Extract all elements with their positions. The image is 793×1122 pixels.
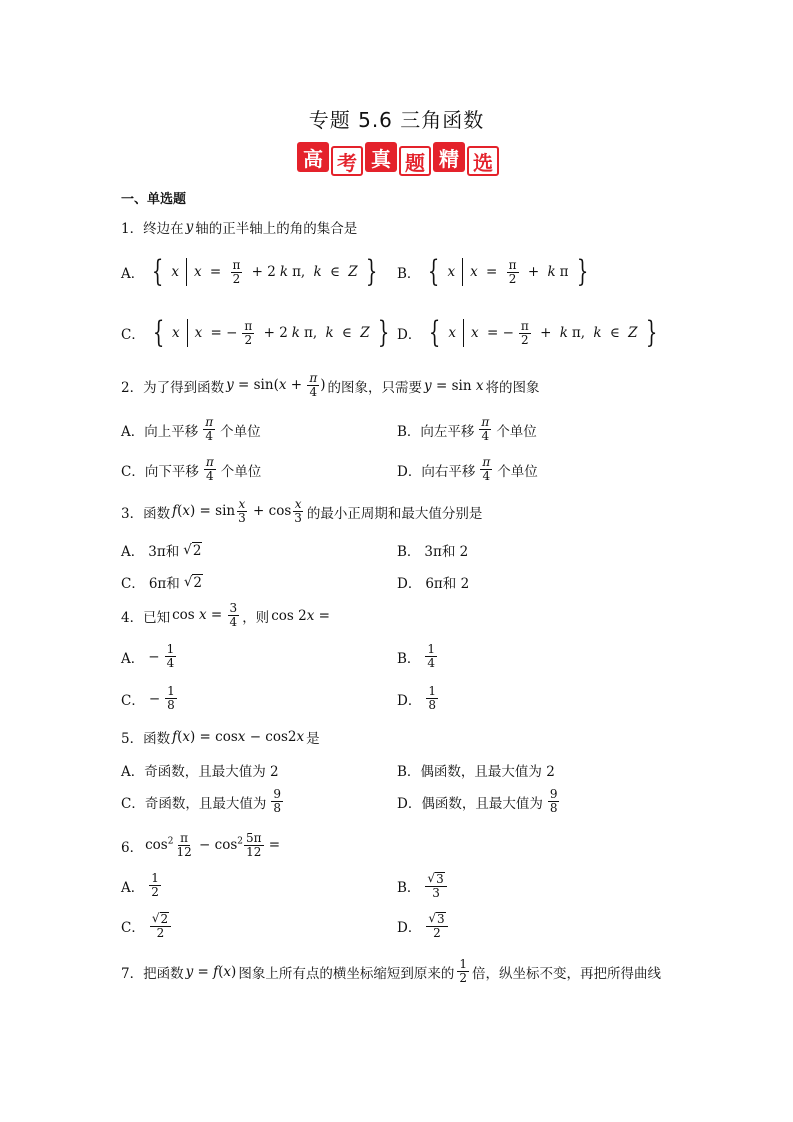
q7-fraction: $\frac{1}{2}$ (459, 957, 467, 985)
q4-b-label: B． (397, 650, 421, 667)
q5-b-text: B．偶函数，且最大值为 2 (397, 764, 555, 780)
q1-option-c[interactable]: C． { x x = − $\frac{\pi}{2}$ + 2 k π, k ∈ Z } (121, 315, 389, 350)
q4-expr2: cos 2x = (271, 607, 330, 624)
q2-c-suffix: 个单位 (220, 463, 262, 480)
q3-a-value: 3π和 (148, 544, 180, 560)
question-1-stem (121, 217, 357, 237)
q7-text-b: 图象上所有点的横坐标缩短到原来的 (238, 965, 455, 982)
q3-b-label: B． (397, 544, 421, 560)
q3-option-c[interactable]: C． 6π和 √ 2 (121, 573, 203, 592)
q4-d-label: D． (397, 692, 422, 709)
banner-char-5: 精 (433, 142, 465, 172)
banner-gaokao-zhenti-jingxuan (297, 142, 499, 177)
q7-expr: y = f(x) (185, 963, 237, 980)
q6-option-c[interactable]: C． √ 2 2 (121, 912, 172, 940)
banner-char-2: 考 (331, 146, 363, 176)
section-heading: 一、单选题 (121, 192, 187, 207)
q1-option-d[interactable]: D． { x x = − $\frac{\pi}{2}$ + k π, k ∈ Z } (397, 315, 657, 350)
q2-b-label: B．向左平移 (397, 423, 475, 440)
q3-a-root: 2 (192, 542, 202, 559)
q7-text-a: 7．把函数 (121, 965, 184, 982)
q1-a-label: A． (121, 266, 145, 282)
q3-text-b: 的最小正周期和最大值分别是 (306, 505, 483, 522)
q3-text-a: 3．函数 (121, 505, 171, 522)
q6-option-b[interactable]: B． √ 3 3 (397, 872, 448, 900)
q3-expr: f(x) = sin $\frac{x}{3}$ + cos $\frac{x}{3}$ (172, 497, 302, 525)
q2-expr: y = sin(x + $\frac{\pi}{4}$ ) (226, 371, 326, 399)
q5-expr: f(x) = cosx − cos2x (172, 729, 305, 745)
question-4-stem (121, 602, 330, 629)
question-7-stem (121, 958, 661, 985)
q3-c-label: C． (121, 576, 145, 592)
question-2-stem (121, 372, 539, 399)
q3-option-d[interactable] (397, 572, 469, 592)
q2-a-label: A．向上平移 (121, 423, 199, 440)
q5-text-b: 是 (306, 731, 320, 747)
q4-c-label: C． (121, 692, 145, 709)
banner-char-1: 高 (297, 142, 329, 172)
q7-text-c: 倍，纵坐标不变，再把所得曲线 (471, 965, 661, 982)
q3-d-label: D． (397, 576, 422, 592)
q4-option-d[interactable]: D． $\frac{1}{8}$ (397, 684, 436, 712)
q3-d-value: 6π和 2 (425, 576, 470, 592)
q2-option-d[interactable]: D．向右平移 $\frac{\pi}{4}$ 个单位 (397, 455, 538, 483)
q3-option-a[interactable]: A． 3π和 √ 2 (121, 541, 202, 560)
q5-c-text: C．奇函数，且最大值为 (121, 795, 267, 812)
q4-option-a[interactable]: A． − $\frac{1}{4}$ (121, 642, 175, 670)
q3-b-value: 3π和 2 (424, 544, 469, 560)
q4-option-b[interactable]: B． $\frac{1}{4}$ (397, 642, 436, 670)
q4-expr: cos x = $\frac{3}{4}$ (172, 601, 238, 629)
q5-text-a: 5．函数 (121, 731, 171, 747)
q5-option-c[interactable]: C．奇函数，且最大值为 $\frac{9}{8}$ (121, 787, 281, 815)
q2-d-suffix: 个单位 (497, 463, 538, 480)
question-5-stem (121, 727, 320, 747)
q2-b-suffix: 个单位 (496, 423, 537, 440)
q2-c-label: C．向下平移 (121, 463, 199, 480)
q2-d-label: D．向右平移 (397, 463, 476, 480)
q1-c-label: C． (121, 327, 145, 343)
q5-option-b[interactable] (397, 760, 555, 780)
q5-a-text: A．奇函数，且最大值为 2 (121, 764, 279, 780)
q1-option-b[interactable]: B． { x x = $\frac{\pi}{2}$ + k π } (397, 254, 588, 289)
q6-option-a[interactable]: A． $\frac{1}{2}$ (121, 871, 159, 899)
q1-option-a[interactable]: A． { x x = $\frac{\pi}{2}$ + 2 k π, k ∈ Z } (121, 254, 377, 289)
page-title: 专题 5.6 三角函数 (308, 108, 485, 132)
q6-a-label: A． (121, 879, 145, 896)
q4-text-a: 4．已知 (121, 609, 171, 626)
q2-text-c: 将的图象 (485, 379, 540, 396)
q2-text-a: 2．为了得到函数 (121, 379, 225, 396)
q6-option-d[interactable]: D． √ 3 2 (397, 912, 449, 940)
q5-option-d[interactable]: D．偶函数，且最大值为 $\frac{9}{8}$ (397, 787, 558, 815)
banner-char-6: 选 (467, 146, 499, 176)
q5-option-a[interactable] (121, 760, 279, 780)
q4-a-label: A． (121, 650, 145, 667)
q6-b-label: B． (397, 880, 421, 896)
q2-option-b[interactable]: B．向左平移 $\frac{\pi}{4}$ 个单位 (397, 415, 537, 443)
q6-text-a: 6． (121, 839, 144, 856)
q5-d-text: D．偶函数，且最大值为 (397, 795, 543, 812)
question-3-stem (121, 498, 482, 525)
q3-c-root: 2 (193, 574, 203, 591)
q1-text-a: 1．终边在 (121, 221, 184, 237)
q1-b-label: B． (397, 266, 421, 282)
q3-a-label: A． (121, 544, 145, 560)
q2-option-a[interactable]: A．向上平移 $\frac{\pi}{4}$ 个单位 (121, 415, 261, 443)
q2-expr2: y = sin x (424, 377, 484, 394)
q1-text-b: 轴的正半轴上的角的集合是 (195, 221, 358, 237)
q1-var: y (185, 219, 194, 235)
q3-c-value: 6π和 (148, 576, 180, 592)
q2-option-c[interactable]: C．向下平移 $\frac{\pi}{4}$ 个单位 (121, 455, 262, 483)
question-6-stem (121, 832, 280, 859)
q6-expr: $\cos^2$ $\frac{\pi}{12}$ − $\cos^2$ $\frac{5\pi}{12}$ = (145, 831, 281, 859)
q4-text-b: ，则 (242, 609, 270, 626)
q2-text-b: 的图象，只需要 (327, 379, 423, 396)
q4-option-c[interactable]: C． − $\frac{1}{8}$ (121, 684, 175, 712)
q3-option-b[interactable] (397, 540, 468, 560)
banner-char-3: 真 (365, 142, 397, 172)
q1-d-label: D． (397, 327, 422, 343)
banner-char-4: 题 (399, 146, 431, 176)
q2-a-suffix: 个单位 (220, 423, 261, 440)
q6-d-label: D． (397, 920, 422, 936)
q6-c-label: C． (121, 920, 145, 936)
